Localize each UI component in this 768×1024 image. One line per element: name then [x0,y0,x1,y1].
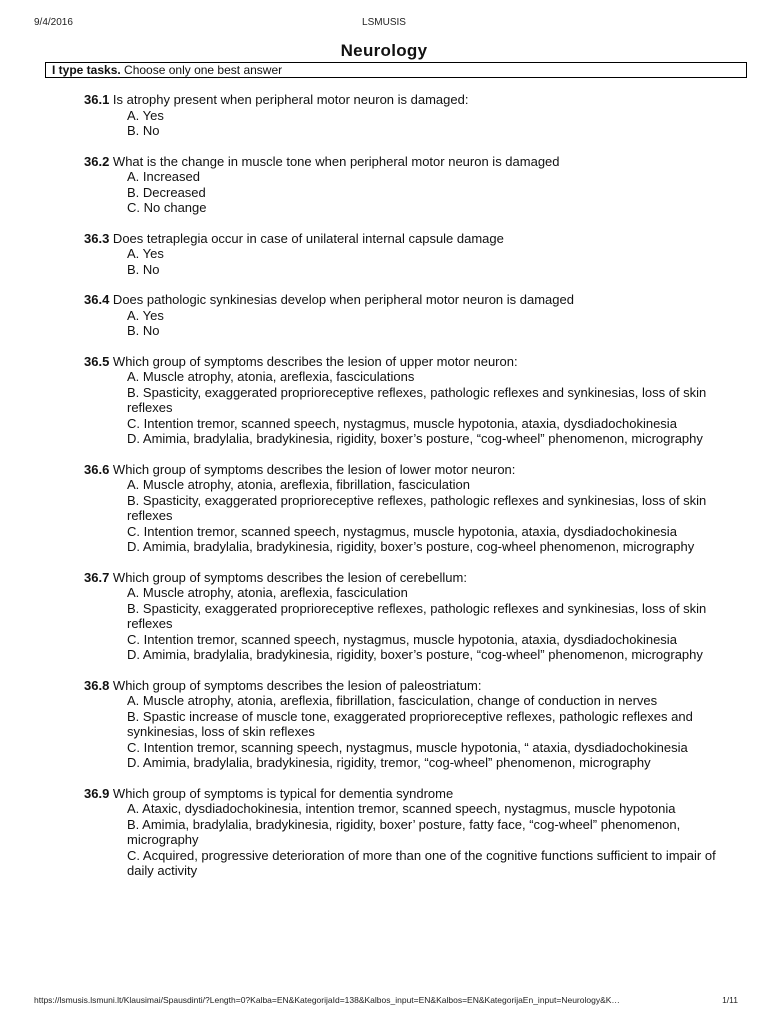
answer-option: C. Intention tremor, scanned speech, nystagmus, muscle hypotonia, ataxia, dysdiadochokinesia [127,523,677,539]
question-block [84,292,744,339]
question-number: 36.4 [84,292,110,307]
answer-option: C. Intention tremor, scanned speech, nystagmus, muscle hypotonia, ataxia, dysdiadochokinesia [127,415,677,431]
print-date: 9/4/2016 [34,17,73,28]
answer-options [127,169,744,216]
answer-option: A. Muscle atrophy, atonia, areflexia, fibrillation, fasciculation [127,477,470,492]
answer-option: B. No [127,323,160,338]
print-footer [34,995,738,1005]
answer-options [127,246,744,277]
answer-options [127,693,744,771]
question-stem [84,570,744,586]
question-stem [84,154,744,170]
question-text: What is the change in muscle tone when peripheral motor neuron is damaged [109,153,560,169]
footer-page-number: 1/11 [722,995,738,1005]
answer-option: B. No [127,261,160,277]
question-text: Which group of symptoms describes the lesion of upper motor neuron: [109,353,518,369]
question-number: 36.7 [84,569,110,585]
question-block [84,570,744,663]
answer-option: B. No [127,123,160,138]
answer-options [127,308,744,339]
instruction-text: Choose only one best answer [120,63,283,77]
answer-option: B. Spastic increase of muscle tone, exaggerated proprioreceptive reflexes, pathologic reflexes and synkinesias, loss of skin reflexes [127,708,693,739]
answer-option: B. Spasticity, exaggerated proprioreceptive reflexes, pathologic reflexes and synkinesias, loss of skin reflexes [127,600,707,631]
answer-option: A. Ataxic, dysdiadochokinesia, intention tremor, scanned speech, nystagmus, muscle hypotonia [127,801,676,816]
question-block [84,92,744,139]
question-block [84,154,744,216]
question-stem [84,462,744,478]
question-number: 36.2 [84,153,110,169]
question-text: Does tetraplegia occur in case of unilateral internal capsule damage [109,230,504,246]
answer-option: B. Amimia, bradylalia, bradykinesia, rigidity, boxer’ posture, fatty face, “cog-wheel” phenomenon, micrography [127,816,681,847]
question-text: Which group of symptoms describes the lesion of cerebellum: [109,569,467,585]
answer-option: A. Yes [127,307,164,323]
question-number: 36.5 [84,353,110,369]
question-stem [84,231,744,247]
question-stem [84,354,744,370]
answer-option: D. Amimia, bradylalia, bradykinesia, rigidity, boxer’s posture, “cog-wheel” phenomenon, micrography [127,431,703,446]
answer-option: A. Muscle atrophy, atonia, areflexia, fasciculation [127,585,408,600]
question-text: Does pathologic synkinesias develop when peripheral motor neuron is damaged [109,292,574,307]
answer-option: D. Amimia, bradylalia, bradykinesia, rigidity, boxer’s posture, “cog-wheel” phenomenon, micrography [127,647,703,662]
question-block [84,231,744,278]
answer-option: A. Yes [127,107,164,123]
answer-options [127,369,744,447]
answer-options [127,477,744,555]
answer-option: C. Intention tremor, scanning speech, nystagmus, muscle hypotonia, “ ataxia, dysdiadochokinesia [127,739,688,755]
question-text: Which group of symptoms describes the lesion of lower motor neuron: [109,461,516,477]
instruction-bold: I type tasks. [52,63,121,77]
answer-option: A. Muscle atrophy, atonia, areflexia, fibrillation, fasciculation, change of conduction in nerves [127,693,658,708]
question-stem [84,292,744,308]
question-stem [84,678,744,694]
question-number: 36.3 [84,230,110,246]
answer-option: D. Amimia, bradylalia, bradykinesia, rigidity, boxer’s posture, cog-wheel phenomenon, micrography [127,539,695,554]
question-block [84,678,744,771]
question-text: Which group of symptoms is typical for dementia syndrome [109,785,454,801]
footer-url: https://lsmusis.lsmuni.lt/Klausimai/Spausdinti/?Length=0?Kalba=EN&KategorijaId=138&Kalbos_input=EN&Kalbos=EN&KategorijaEn_input=Neurology&K… [34,995,620,1005]
question-number: 36.6 [84,461,110,477]
answer-option: C. Acquired, progressive deterioration of more than one of the cognitive functions sufficient to impair of daily activity [127,847,716,878]
answer-option: B. Spasticity, exaggerated proprioreceptive reflexes, pathologic reflexes and synkinesias, loss of skin reflexes [127,384,707,415]
question-stem [84,786,744,802]
answer-option: D. Amimia, bradylalia, bradykinesia, rigidity, tremor, “cog-wheel” phenomenon, micrography [127,755,651,770]
instruction-box [45,62,747,78]
question-text: Which group of symptoms describes the lesion of paleostriatum: [109,677,482,693]
answer-options [127,108,744,139]
question-block [84,462,744,555]
answer-option: A. Increased [127,169,200,184]
answer-option: A. Muscle atrophy, atonia, areflexia, fasciculations [127,369,415,384]
question-block [84,786,744,879]
question-block [84,354,744,447]
page-title: Neurology [340,41,428,60]
print-site-name: LSMUSIS [362,17,406,28]
answer-option: C. Intention tremor, scanned speech, nystagmus, muscle hypotonia, ataxia, dysdiadochokinesia [127,631,677,647]
question-stem [84,92,744,108]
question-list [84,92,744,894]
question-number: 36.1 [84,92,110,107]
question-number: 36.8 [84,677,110,693]
answer-option: C. No change [127,200,207,215]
answer-options [127,585,744,663]
question-text: Is atrophy present when peripheral motor neuron is damaged: [109,92,469,107]
answer-option: B. Spasticity, exaggerated proprioreceptive reflexes, pathologic reflexes and synkinesias, loss of skin reflexes [127,492,707,523]
answer-options [127,801,744,879]
answer-option: A. Yes [127,246,164,261]
question-number: 36.9 [84,785,110,801]
answer-option: B. Decreased [127,184,206,200]
